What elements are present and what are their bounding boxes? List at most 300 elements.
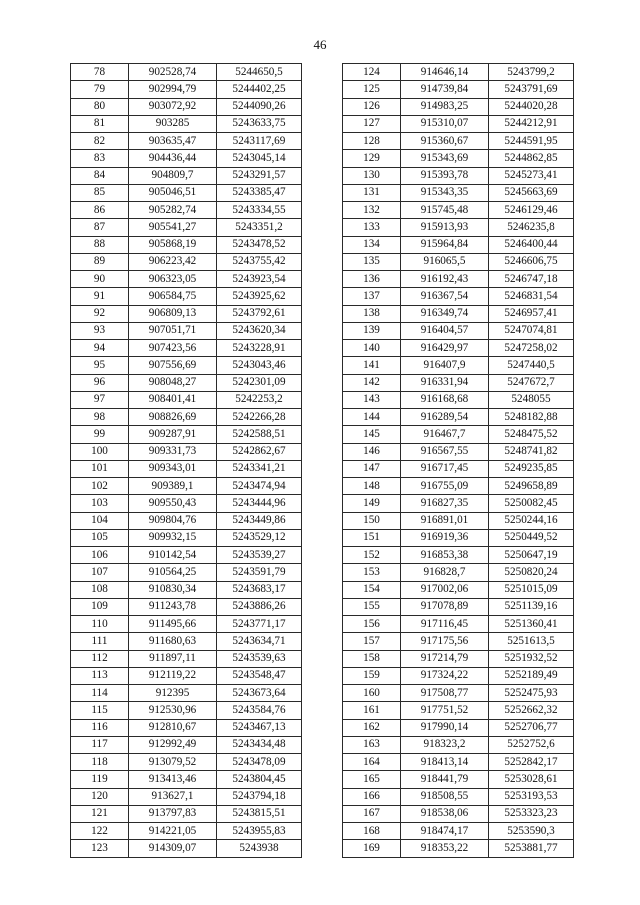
x-coordinate-cell: 917214,79 <box>401 650 489 667</box>
y-coordinate-cell: 5244212,91 <box>489 115 574 132</box>
point-number-cell: 138 <box>343 305 401 322</box>
x-coordinate-cell: 912119,22 <box>129 667 217 684</box>
y-coordinate-cell: 5243529,12 <box>217 529 302 546</box>
x-coordinate-cell: 917116,45 <box>401 616 489 633</box>
table-row <box>71 271 302 288</box>
table-row <box>71 409 302 426</box>
x-coordinate-cell: 908826,69 <box>129 409 217 426</box>
table-row <box>343 702 574 719</box>
y-coordinate-cell: 5243955,83 <box>217 823 302 840</box>
table-row <box>343 340 574 357</box>
y-coordinate-cell: 5247672,7 <box>489 374 574 391</box>
table-row <box>71 667 302 684</box>
table-row <box>71 357 302 374</box>
y-coordinate-cell: 5251613,5 <box>489 633 574 650</box>
table-row <box>343 236 574 253</box>
point-number-cell: 103 <box>71 495 129 512</box>
point-number-cell: 136 <box>343 271 401 288</box>
point-number-cell: 144 <box>343 409 401 426</box>
point-number-cell: 87 <box>71 219 129 236</box>
y-coordinate-cell: 5250082,45 <box>489 495 574 512</box>
point-number-cell: 132 <box>343 202 401 219</box>
point-number-cell: 141 <box>343 357 401 374</box>
y-coordinate-cell: 5253028,61 <box>489 771 574 788</box>
table-row <box>71 788 302 805</box>
y-coordinate-cell: 5243634,71 <box>217 633 302 650</box>
table-row <box>71 167 302 184</box>
x-coordinate-cell: 909932,15 <box>129 529 217 546</box>
point-number-cell: 131 <box>343 184 401 201</box>
point-number-cell: 79 <box>71 81 129 98</box>
y-coordinate-cell: 5247258,02 <box>489 340 574 357</box>
y-coordinate-cell: 5246831,54 <box>489 288 574 305</box>
page-number: 46 <box>313 37 327 52</box>
point-number-cell: 101 <box>71 460 129 477</box>
point-number-cell: 154 <box>343 581 401 598</box>
point-number-cell: 123 <box>71 840 129 857</box>
point-number-cell: 108 <box>71 581 129 598</box>
table-row <box>343 184 574 201</box>
table-row <box>71 322 302 339</box>
table-row <box>343 202 574 219</box>
table-row <box>71 288 302 305</box>
table-row <box>343 81 574 98</box>
table-row <box>71 236 302 253</box>
table-row <box>343 512 574 529</box>
x-coordinate-cell: 907051,71 <box>129 322 217 339</box>
y-coordinate-cell: 5250449,52 <box>489 529 574 546</box>
x-coordinate-cell: 905282,74 <box>129 202 217 219</box>
x-coordinate-cell: 914309,07 <box>129 840 217 857</box>
y-coordinate-cell: 5250244,16 <box>489 512 574 529</box>
y-coordinate-cell: 5243385,47 <box>217 184 302 201</box>
x-coordinate-cell: 917751,52 <box>401 702 489 719</box>
x-coordinate-cell: 909287,91 <box>129 426 217 443</box>
point-number-cell: 142 <box>343 374 401 391</box>
table-row <box>71 685 302 702</box>
point-number-cell: 158 <box>343 650 401 667</box>
y-coordinate-cell: 5253590,3 <box>489 823 574 840</box>
table-row <box>343 150 574 167</box>
x-coordinate-cell: 905046,51 <box>129 184 217 201</box>
point-number-cell: 86 <box>71 202 129 219</box>
table-row <box>71 426 302 443</box>
y-coordinate-cell: 5251360,41 <box>489 616 574 633</box>
y-coordinate-cell: 5243539,27 <box>217 547 302 564</box>
x-coordinate-cell: 917175,56 <box>401 633 489 650</box>
point-number-cell: 150 <box>343 512 401 529</box>
x-coordinate-cell: 916289,54 <box>401 409 489 426</box>
table-row <box>343 529 574 546</box>
y-coordinate-cell: 5243045,14 <box>217 150 302 167</box>
point-number-cell: 81 <box>71 115 129 132</box>
y-coordinate-cell: 5242266,28 <box>217 409 302 426</box>
point-number-cell: 168 <box>343 823 401 840</box>
coordinates-table-left <box>70 63 302 858</box>
point-number-cell: 137 <box>343 288 401 305</box>
y-coordinate-cell: 5250820,24 <box>489 564 574 581</box>
y-coordinate-cell: 5242588,51 <box>217 426 302 443</box>
x-coordinate-cell: 916349,74 <box>401 305 489 322</box>
y-coordinate-cell: 5243633,75 <box>217 115 302 132</box>
x-coordinate-cell: 910564,25 <box>129 564 217 581</box>
table-row <box>343 840 574 857</box>
x-coordinate-cell: 916467,7 <box>401 426 489 443</box>
table-row <box>343 460 574 477</box>
point-number-cell: 152 <box>343 547 401 564</box>
point-number-cell: 116 <box>71 719 129 736</box>
point-number-cell: 151 <box>343 529 401 546</box>
point-number-cell: 146 <box>343 443 401 460</box>
y-coordinate-cell: 5242862,67 <box>217 443 302 460</box>
y-coordinate-cell: 5243799,2 <box>489 64 574 81</box>
point-number-cell: 118 <box>71 754 129 771</box>
x-coordinate-cell: 908048,27 <box>129 374 217 391</box>
x-coordinate-cell: 905541,27 <box>129 219 217 236</box>
table-row <box>343 322 574 339</box>
y-coordinate-cell: 5251139,16 <box>489 598 574 615</box>
table-row <box>71 478 302 495</box>
x-coordinate-cell: 916192,43 <box>401 271 489 288</box>
y-coordinate-cell: 5244862,85 <box>489 150 574 167</box>
x-coordinate-cell: 912530,96 <box>129 702 217 719</box>
point-number-cell: 105 <box>71 529 129 546</box>
x-coordinate-cell: 918508,55 <box>401 788 489 805</box>
point-number-cell: 114 <box>71 685 129 702</box>
point-number-cell: 125 <box>343 81 401 98</box>
x-coordinate-cell: 916853,38 <box>401 547 489 564</box>
point-number-cell: 153 <box>343 564 401 581</box>
table-row <box>71 64 302 81</box>
table-row <box>343 547 574 564</box>
table-row <box>71 150 302 167</box>
x-coordinate-cell: 918353,22 <box>401 840 489 857</box>
y-coordinate-cell: 5243771,17 <box>217 616 302 633</box>
y-coordinate-cell: 5253193,53 <box>489 788 574 805</box>
point-number-cell: 111 <box>71 633 129 650</box>
table-row <box>71 581 302 598</box>
y-coordinate-cell: 5243673,64 <box>217 685 302 702</box>
y-coordinate-cell: 5243815,51 <box>217 805 302 822</box>
y-coordinate-cell: 5248475,52 <box>489 426 574 443</box>
y-coordinate-cell: 5243923,54 <box>217 271 302 288</box>
x-coordinate-cell: 916828,7 <box>401 564 489 581</box>
y-coordinate-cell: 5252189,49 <box>489 667 574 684</box>
point-number-cell: 139 <box>343 322 401 339</box>
x-coordinate-cell: 917508,77 <box>401 685 489 702</box>
x-coordinate-cell: 913413,46 <box>129 771 217 788</box>
y-coordinate-cell: 5251932,52 <box>489 650 574 667</box>
table-row <box>71 184 302 201</box>
y-coordinate-cell: 5247074,81 <box>489 322 574 339</box>
point-number-cell: 85 <box>71 184 129 201</box>
y-coordinate-cell: 5243478,09 <box>217 754 302 771</box>
x-coordinate-cell: 916407,9 <box>401 357 489 374</box>
table-row <box>343 115 574 132</box>
table-row <box>343 616 574 633</box>
y-coordinate-cell: 5243539,63 <box>217 650 302 667</box>
table-row <box>343 443 574 460</box>
table-row <box>343 167 574 184</box>
x-coordinate-cell: 916367,54 <box>401 288 489 305</box>
point-number-cell: 115 <box>71 702 129 719</box>
y-coordinate-cell: 5246129,46 <box>489 202 574 219</box>
point-number-cell: 78 <box>71 64 129 81</box>
table-row <box>71 202 302 219</box>
x-coordinate-cell: 916919,36 <box>401 529 489 546</box>
table-row <box>343 650 574 667</box>
point-number-cell: 84 <box>71 167 129 184</box>
x-coordinate-cell: 907423,56 <box>129 340 217 357</box>
x-coordinate-cell: 916827,35 <box>401 495 489 512</box>
point-number-cell: 167 <box>343 805 401 822</box>
x-coordinate-cell: 917078,89 <box>401 598 489 615</box>
table-row <box>343 253 574 270</box>
table-row <box>343 736 574 753</box>
y-coordinate-cell: 5252475,93 <box>489 685 574 702</box>
point-number-cell: 135 <box>343 253 401 270</box>
y-coordinate-cell: 5243548,47 <box>217 667 302 684</box>
x-coordinate-cell: 911495,66 <box>129 616 217 633</box>
table-row <box>343 271 574 288</box>
y-coordinate-cell: 5243791,69 <box>489 81 574 98</box>
point-number-cell: 106 <box>71 547 129 564</box>
point-number-cell: 109 <box>71 598 129 615</box>
table-row <box>71 391 302 408</box>
point-number-cell: 128 <box>343 133 401 150</box>
table-row <box>343 564 574 581</box>
point-number-cell: 112 <box>71 650 129 667</box>
x-coordinate-cell: 907556,69 <box>129 357 217 374</box>
x-coordinate-cell: 915393,78 <box>401 167 489 184</box>
point-number-cell: 83 <box>71 150 129 167</box>
x-coordinate-cell: 905868,19 <box>129 236 217 253</box>
point-number-cell: 166 <box>343 788 401 805</box>
point-number-cell: 117 <box>71 736 129 753</box>
point-number-cell: 164 <box>343 754 401 771</box>
table-row <box>71 253 302 270</box>
x-coordinate-cell: 914983,25 <box>401 98 489 115</box>
x-coordinate-cell: 917324,22 <box>401 667 489 684</box>
point-number-cell: 95 <box>71 357 129 374</box>
x-coordinate-cell: 909804,76 <box>129 512 217 529</box>
point-number-cell: 94 <box>71 340 129 357</box>
point-number-cell: 89 <box>71 253 129 270</box>
table-row <box>71 564 302 581</box>
y-coordinate-cell: 5252752,6 <box>489 736 574 753</box>
table-row <box>71 702 302 719</box>
y-coordinate-cell: 5243467,13 <box>217 719 302 736</box>
y-coordinate-cell: 5250647,19 <box>489 547 574 564</box>
x-coordinate-cell: 918474,17 <box>401 823 489 840</box>
y-coordinate-cell: 5246957,41 <box>489 305 574 322</box>
y-coordinate-cell: 5243117,69 <box>217 133 302 150</box>
y-coordinate-cell: 5246235,8 <box>489 219 574 236</box>
table-row <box>71 529 302 546</box>
table-row <box>71 840 302 857</box>
table-row <box>343 288 574 305</box>
point-number-cell: 96 <box>71 374 129 391</box>
y-coordinate-cell: 5243755,42 <box>217 253 302 270</box>
table-row <box>71 340 302 357</box>
point-number-cell: 165 <box>343 771 401 788</box>
point-number-cell: 156 <box>343 616 401 633</box>
table-row <box>71 219 302 236</box>
x-coordinate-cell: 915964,84 <box>401 236 489 253</box>
point-number-cell: 100 <box>71 443 129 460</box>
x-coordinate-cell: 902994,79 <box>129 81 217 98</box>
table-row <box>343 754 574 771</box>
x-coordinate-cell: 910830,34 <box>129 581 217 598</box>
table-row <box>343 426 574 443</box>
y-coordinate-cell: 5243351,2 <box>217 219 302 236</box>
x-coordinate-cell: 914221,05 <box>129 823 217 840</box>
table-row <box>71 443 302 460</box>
x-coordinate-cell: 912810,67 <box>129 719 217 736</box>
table-row <box>343 133 574 150</box>
y-coordinate-cell: 5245273,41 <box>489 167 574 184</box>
table-row <box>71 374 302 391</box>
y-coordinate-cell: 5243938 <box>217 840 302 857</box>
point-number-cell: 104 <box>71 512 129 529</box>
point-number-cell: 157 <box>343 633 401 650</box>
x-coordinate-cell: 916717,45 <box>401 460 489 477</box>
y-coordinate-cell: 5243341,21 <box>217 460 302 477</box>
point-number-cell: 102 <box>71 478 129 495</box>
y-coordinate-cell: 5243474,94 <box>217 478 302 495</box>
table-row <box>343 581 574 598</box>
x-coordinate-cell: 915360,67 <box>401 133 489 150</box>
x-coordinate-cell: 916404,57 <box>401 322 489 339</box>
table-row <box>343 719 574 736</box>
table-row <box>71 805 302 822</box>
x-coordinate-cell: 911680,63 <box>129 633 217 650</box>
point-number-cell: 134 <box>343 236 401 253</box>
y-coordinate-cell: 5243291,57 <box>217 167 302 184</box>
point-number-cell: 126 <box>343 98 401 115</box>
y-coordinate-cell: 5246606,75 <box>489 253 574 270</box>
y-coordinate-cell: 5244020,28 <box>489 98 574 115</box>
x-coordinate-cell: 908401,41 <box>129 391 217 408</box>
y-coordinate-cell: 5243683,17 <box>217 581 302 598</box>
table-row <box>343 305 574 322</box>
x-coordinate-cell: 912395 <box>129 685 217 702</box>
coordinates-table-right <box>342 63 574 858</box>
table-row <box>343 374 574 391</box>
table-row <box>343 98 574 115</box>
table-row <box>71 650 302 667</box>
point-number-cell: 113 <box>71 667 129 684</box>
y-coordinate-cell: 5243620,34 <box>217 322 302 339</box>
point-number-cell: 119 <box>71 771 129 788</box>
x-coordinate-cell: 903072,92 <box>129 98 217 115</box>
x-coordinate-cell: 917990,14 <box>401 719 489 736</box>
y-coordinate-cell: 5243444,96 <box>217 495 302 512</box>
y-coordinate-cell: 5243804,45 <box>217 771 302 788</box>
table-row <box>343 357 574 374</box>
x-coordinate-cell: 906323,05 <box>129 271 217 288</box>
table-row <box>343 495 574 512</box>
x-coordinate-cell: 915343,69 <box>401 150 489 167</box>
point-number-cell: 163 <box>343 736 401 753</box>
table-row <box>71 81 302 98</box>
y-coordinate-cell: 5244402,25 <box>217 81 302 98</box>
x-coordinate-cell: 915745,48 <box>401 202 489 219</box>
table-row <box>71 823 302 840</box>
y-coordinate-cell: 5248055 <box>489 391 574 408</box>
table-row <box>71 115 302 132</box>
point-number-cell: 110 <box>71 616 129 633</box>
y-coordinate-cell: 5248182,88 <box>489 409 574 426</box>
table-row <box>343 64 574 81</box>
y-coordinate-cell: 5243449,86 <box>217 512 302 529</box>
y-coordinate-cell: 5242253,2 <box>217 391 302 408</box>
table-row <box>71 460 302 477</box>
point-number-cell: 99 <box>71 426 129 443</box>
y-coordinate-cell: 5244591,95 <box>489 133 574 150</box>
x-coordinate-cell: 916331,94 <box>401 374 489 391</box>
table-row <box>343 823 574 840</box>
table-row <box>71 133 302 150</box>
table-row <box>343 667 574 684</box>
point-number-cell: 88 <box>71 236 129 253</box>
table-row <box>343 805 574 822</box>
x-coordinate-cell: 916065,5 <box>401 253 489 270</box>
point-number-cell: 155 <box>343 598 401 615</box>
point-number-cell: 143 <box>343 391 401 408</box>
x-coordinate-cell: 914739,84 <box>401 81 489 98</box>
point-number-cell: 133 <box>343 219 401 236</box>
point-number-cell: 161 <box>343 702 401 719</box>
x-coordinate-cell: 909331,73 <box>129 443 217 460</box>
table-row <box>71 495 302 512</box>
table-row <box>71 633 302 650</box>
x-coordinate-cell: 909343,01 <box>129 460 217 477</box>
x-coordinate-cell: 914646,14 <box>401 64 489 81</box>
table-row <box>343 633 574 650</box>
x-coordinate-cell: 918413,14 <box>401 754 489 771</box>
x-coordinate-cell: 903285 <box>129 115 217 132</box>
x-coordinate-cell: 904436,44 <box>129 150 217 167</box>
point-number-cell: 90 <box>71 271 129 288</box>
x-coordinate-cell: 911897,11 <box>129 650 217 667</box>
point-number-cell: 97 <box>71 391 129 408</box>
point-number-cell: 149 <box>343 495 401 512</box>
x-coordinate-cell: 909389,1 <box>129 478 217 495</box>
x-coordinate-cell: 902528,74 <box>129 64 217 81</box>
table-row <box>71 547 302 564</box>
y-coordinate-cell: 5244090,26 <box>217 98 302 115</box>
x-coordinate-cell: 916755,09 <box>401 478 489 495</box>
y-coordinate-cell: 5249658,89 <box>489 478 574 495</box>
x-coordinate-cell: 906223,42 <box>129 253 217 270</box>
x-coordinate-cell: 917002,06 <box>401 581 489 598</box>
x-coordinate-cell: 915343,35 <box>401 184 489 201</box>
table-row <box>71 598 302 615</box>
x-coordinate-cell: 916891,01 <box>401 512 489 529</box>
y-coordinate-cell: 5249235,85 <box>489 460 574 477</box>
y-coordinate-cell: 5243792,61 <box>217 305 302 322</box>
y-coordinate-cell: 5253881,77 <box>489 840 574 857</box>
y-coordinate-cell: 5243334,55 <box>217 202 302 219</box>
x-coordinate-cell: 906809,13 <box>129 305 217 322</box>
y-coordinate-cell: 5242301,09 <box>217 374 302 391</box>
y-coordinate-cell: 5243228,91 <box>217 340 302 357</box>
point-number-cell: 147 <box>343 460 401 477</box>
x-coordinate-cell: 912992,49 <box>129 736 217 753</box>
point-number-cell: 145 <box>343 426 401 443</box>
x-coordinate-cell: 904809,7 <box>129 167 217 184</box>
